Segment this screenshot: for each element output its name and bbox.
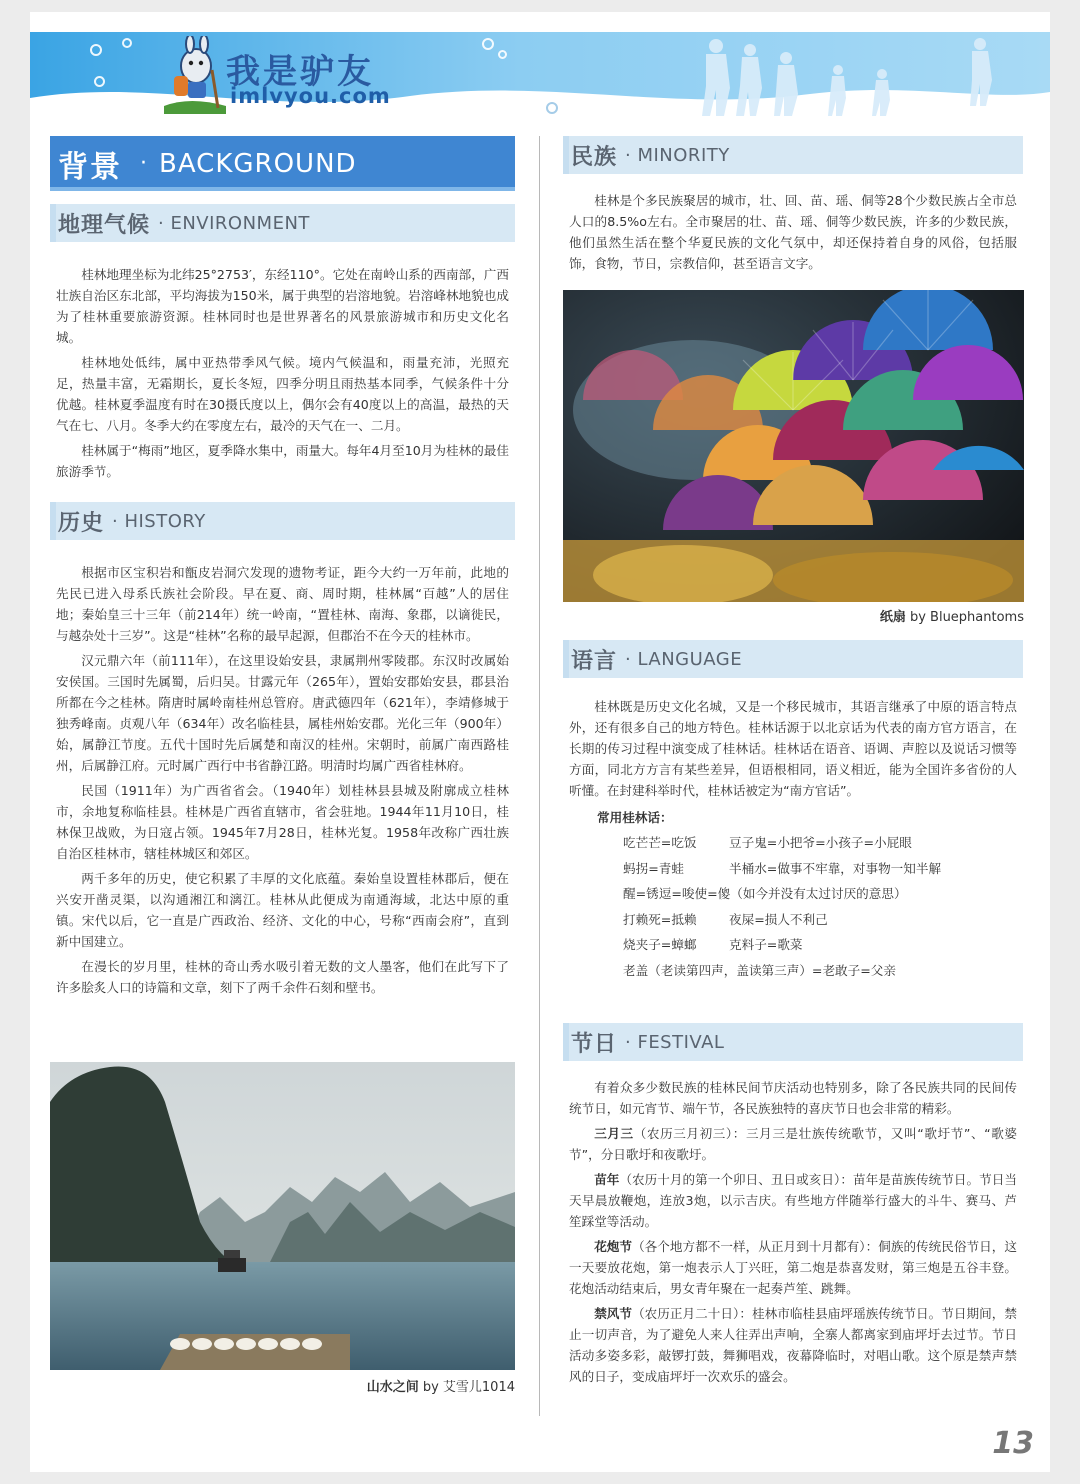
festival-name: 花炮节 <box>594 1239 633 1254</box>
festival-heading <box>563 1023 1023 1061</box>
festival-body <box>563 1061 1023 1387</box>
slang-term: 吃芒芒=吃饭 <box>623 835 697 850</box>
bubble-icon <box>94 76 105 87</box>
donkey-mascot-icon <box>160 36 230 114</box>
language-heading-en: · LANGUAGE <box>625 648 743 670</box>
slang-term: 豆子鬼=小把爷=小孩子=小屁眼 <box>729 835 912 850</box>
background-heading-en: BACKGROUND <box>159 148 357 179</box>
history-heading-en: · HISTORY <box>112 510 206 532</box>
minority-body <box>563 174 1023 274</box>
history-paragraph: 在漫长的岁月里，桂林的奇山秀水吸引着无数的文人墨客，他们在此写下了许多脍炙人口的诗篇和文章，刻下了两千余件石刻和壁书。 <box>56 959 509 995</box>
bubble-icon <box>90 44 102 56</box>
language-body <box>563 678 1023 983</box>
photo-caption-credit: by 艾雪儿1014 <box>418 1380 515 1395</box>
header-banner <box>30 32 1050 116</box>
festival-heading-cn: 节日 <box>571 1031 618 1057</box>
photo-caption-credit: by Bluephantoms <box>905 610 1024 625</box>
minority-paragraph: 桂林是个多民族聚居的城市，壮、回、苗、瑶、侗等28个少数民族占全市总人口的8.5%o左右。全市聚居的壮、苗、瑶、侗等少数民族，许多的少数民族，他们虽然生活在整个华夏民族的文化气氛中，却还保持着自身的风俗，包括服饰，食物，节日，宗教信仰，甚至语言文字。 <box>569 193 1017 271</box>
minority-heading-en: · MINORITY <box>625 144 730 166</box>
bubble-icon <box>122 38 132 48</box>
photo-caption <box>563 606 1032 625</box>
slang-row <box>623 932 1017 958</box>
festival-text: （农历十月的第一个卯日、丑日或亥日）：苗年是苗族传统节日。节日当天早晨放鞭炮，连放3炮，以示吉庆。有些地方伴随举行盛大的斗牛、赛马、芦笙踩堂等活动。 <box>569 1172 1018 1229</box>
slang-term: 老盖（老读第四声，盖读第三声）=老敢子=父亲 <box>623 962 896 978</box>
history-paragraph: 民国（1911年）为广西省省会。（1940年）划桂林县县城及附廓成立桂林市，余地复称临桂县。桂林是广西省直辖市，省会驻地。1944年11月10日，桂林保卫战败，为日寇占领。1945年7月28日，桂林光复。1958年改称广西壮族自治区桂林市，辖桂林城区和郊区。 <box>56 783 509 861</box>
environment-heading <box>50 204 515 242</box>
slang-list <box>623 830 1017 983</box>
slang-row <box>623 830 1017 856</box>
photo-caption-title: 纸扇 <box>879 610 906 625</box>
environment-body <box>50 242 515 482</box>
festival-name: 禁风节 <box>594 1306 633 1321</box>
slang-term: 半桶水=做事不牢靠，对事物一知半解 <box>729 860 942 876</box>
environment-heading-cn: 地理气候 <box>58 212 151 238</box>
slang-term: 夜屎=损人不利己 <box>729 911 828 927</box>
slang-term: 烧夹子=蟑螂 <box>623 937 697 952</box>
slang-row <box>623 856 1017 882</box>
bubble-icon <box>546 102 558 114</box>
festival-item <box>569 1169 1017 1232</box>
festival-text: （农历三月初三）：三月三是壮族传统歌节，又叫“歌圩节”、“歌婆节”，分日歌圩和夜歌圩。 <box>569 1126 1018 1162</box>
history-heading <box>50 502 515 540</box>
slang-row <box>623 907 1017 933</box>
minority-heading-cn: 民族 <box>571 144 618 170</box>
photo-caption-title: 山水之间 <box>366 1380 419 1395</box>
festival-item <box>569 1303 1017 1387</box>
background-heading-cn: 背景 <box>58 149 122 185</box>
left-column <box>50 136 515 998</box>
page-number: 13 <box>992 1426 1034 1461</box>
history-paragraph: 汉元鼎六年（前111年），在这里设始安县，隶属荆州零陵郡。东汉时改属始安侯国。三国时先属蜀，后归吴。甘露元年（265年），置始安郡始安县，郡县治所都在今之桂林。隋唐时属岭南桂州总管府。唐武德四年（621年），李靖修城于独秀峰南。贞观八年（634年）改名临桂县，属桂州始安郡。光化三年（900年）始，属静江节度。五代十国时先后属楚和南汉的桂州。宋朝时，前属广南西路桂州，后属静江府。元时属广西行中书省静江路。明清时均属广西省桂林府。 <box>56 653 509 773</box>
festival-text: （农历正月二十日）：桂林市临桂县庙坪瑶族传统节日。节日期间，禁止一切声音，为了避免人来人往弄出声响，全寨人都离家到庙坪圩去过节。节日活动多姿多彩，敲锣打鼓，舞狮唱戏，夜幕降临时，对唱山歌。这个原是禁声禁风的日子，变成庙坪圩一次欢乐的盛会。 <box>569 1306 1018 1384</box>
slang-row <box>623 881 1017 907</box>
heading-dot: · <box>140 151 147 176</box>
festival-item <box>569 1123 1017 1165</box>
karst-landscape-photo <box>50 1062 515 1370</box>
festival-name: 三月三 <box>594 1126 634 1141</box>
logo-title: 我是驴友 <box>226 52 374 92</box>
environment-heading-en: · ENVIRONMENT <box>158 212 310 234</box>
festival-section <box>563 1023 1023 1387</box>
festival-name: 苗年 <box>594 1172 620 1187</box>
bubble-icon <box>482 38 494 50</box>
history-heading-cn: 历史 <box>58 510 105 536</box>
minority-heading <box>563 136 1023 174</box>
photo-caption <box>50 1376 523 1395</box>
hikers-silhouette-icon <box>686 36 1026 116</box>
history-paragraph: 根据市区宝积岩和甑皮岩洞穴发现的遗物考证，距今大约一万年前，此地的先民已进入母系氏族社会阶段。早在夏、商、周时期，桂林属“百越”人的居住地；秦始皇三十三年（前214年）统一岭南，“置桂林、南海、象郡，以谪徙民，与越杂处十三岁”。这是“桂林”名称的最早起源，但郡治不在今天的桂林市。 <box>56 565 509 643</box>
environment-paragraph: 桂林地理坐标为北纬25°2753′，东经110°。它处在南岭山系的西南部，广西壮族自治区东北部，平均海拔为150米，属于典型的岩溶地貌。岩溶峰林地貌也成为了桂林重要旅游资源。桂林同时也是世界著名的风景旅游城市和历史文化名城。 <box>56 267 509 345</box>
slang-term: 克料子=歌菜 <box>729 937 803 952</box>
slang-term: 打赖死=抵赖 <box>623 911 697 927</box>
festival-heading-en: · FESTIVAL <box>625 1031 725 1053</box>
column-divider <box>539 136 540 1416</box>
paper-fans-photo <box>563 290 1024 602</box>
bubble-icon <box>498 50 507 59</box>
slang-term: 蚂拐=青蛙 <box>623 860 684 876</box>
slang-title: 常用桂林话： <box>597 810 673 825</box>
festival-text: （各个地方都不一样，从正月到十月都有）：侗族的传统民俗节日，这一天要放花炮，第一炮表示人丁兴旺，第二炮是恭喜发财，第三炮是五谷丰登。花炮活动结束后，男女青年聚在一起奏芦笙、跳舞。 <box>569 1239 1018 1296</box>
environment-paragraph: 桂林属于“梅雨”地区，夏季降水集中，雨量大。每年4月至10月为桂林的最佳旅游季节。 <box>56 443 509 479</box>
festival-intro: 有着众多少数民族的桂林民间节庆活动也特别多，除了各民族共同的民间传统节日，如元宵节、端午节，各民族独特的喜庆节日也会非常的精彩。 <box>569 1080 1017 1116</box>
slang-term: 醒=锈逗=唆使=傻（如今并没有太过讨厌的意思） <box>623 886 907 901</box>
slang-row <box>623 958 1017 984</box>
festival-item <box>569 1236 1017 1299</box>
language-section <box>563 640 1023 983</box>
language-heading-cn: 语言 <box>571 648 618 674</box>
right-column <box>563 136 1023 274</box>
history-paragraph: 两千多年的历史，使它积累了丰厚的文化底蕴。秦始皇设置桂林郡后，便在兴安开凿灵渠，以沟通湘江和漓江。桂林从此便成为南通海域，北达中原的重镇。宋代以后，它一直是广西政治、经济、文化的中心，号称“西南会府”，直到新中国建立。 <box>56 871 509 949</box>
environment-paragraph: 桂林地处低纬，属中亚热带季风气候。境内气候温和，雨量充沛，光照充足，热量丰富，无霜期长，夏长冬短，四季分明且雨热基本同季，气候条件十分优越。桂林夏季温度有时在30摄氏度以上，偶尔会有40度以上的高温，最热的天气在七、八月。冬季大约在零度左右，最冷的天气在一、二月。 <box>56 355 509 433</box>
language-paragraph: 桂林既是历史文化名城，又是一个移民城市，其语言继承了中原的语言特点外，还有很多自己的地方特色。桂林话源于以北京话为代表的南方官方语言，在长期的传习过程中演变成了桂林话。桂林话在语音、语调、声腔以及说话习惯等方面，同北方方言有某些差异，但语根相同，语义相近，能为全国许多省份的人听懂。在封建科举时代，桂林话被定为“南方官话”。 <box>569 699 1017 798</box>
logo-url: imlvyou.com <box>230 84 391 108</box>
language-heading <box>563 640 1023 678</box>
history-body <box>50 540 515 998</box>
background-heading <box>50 136 515 191</box>
